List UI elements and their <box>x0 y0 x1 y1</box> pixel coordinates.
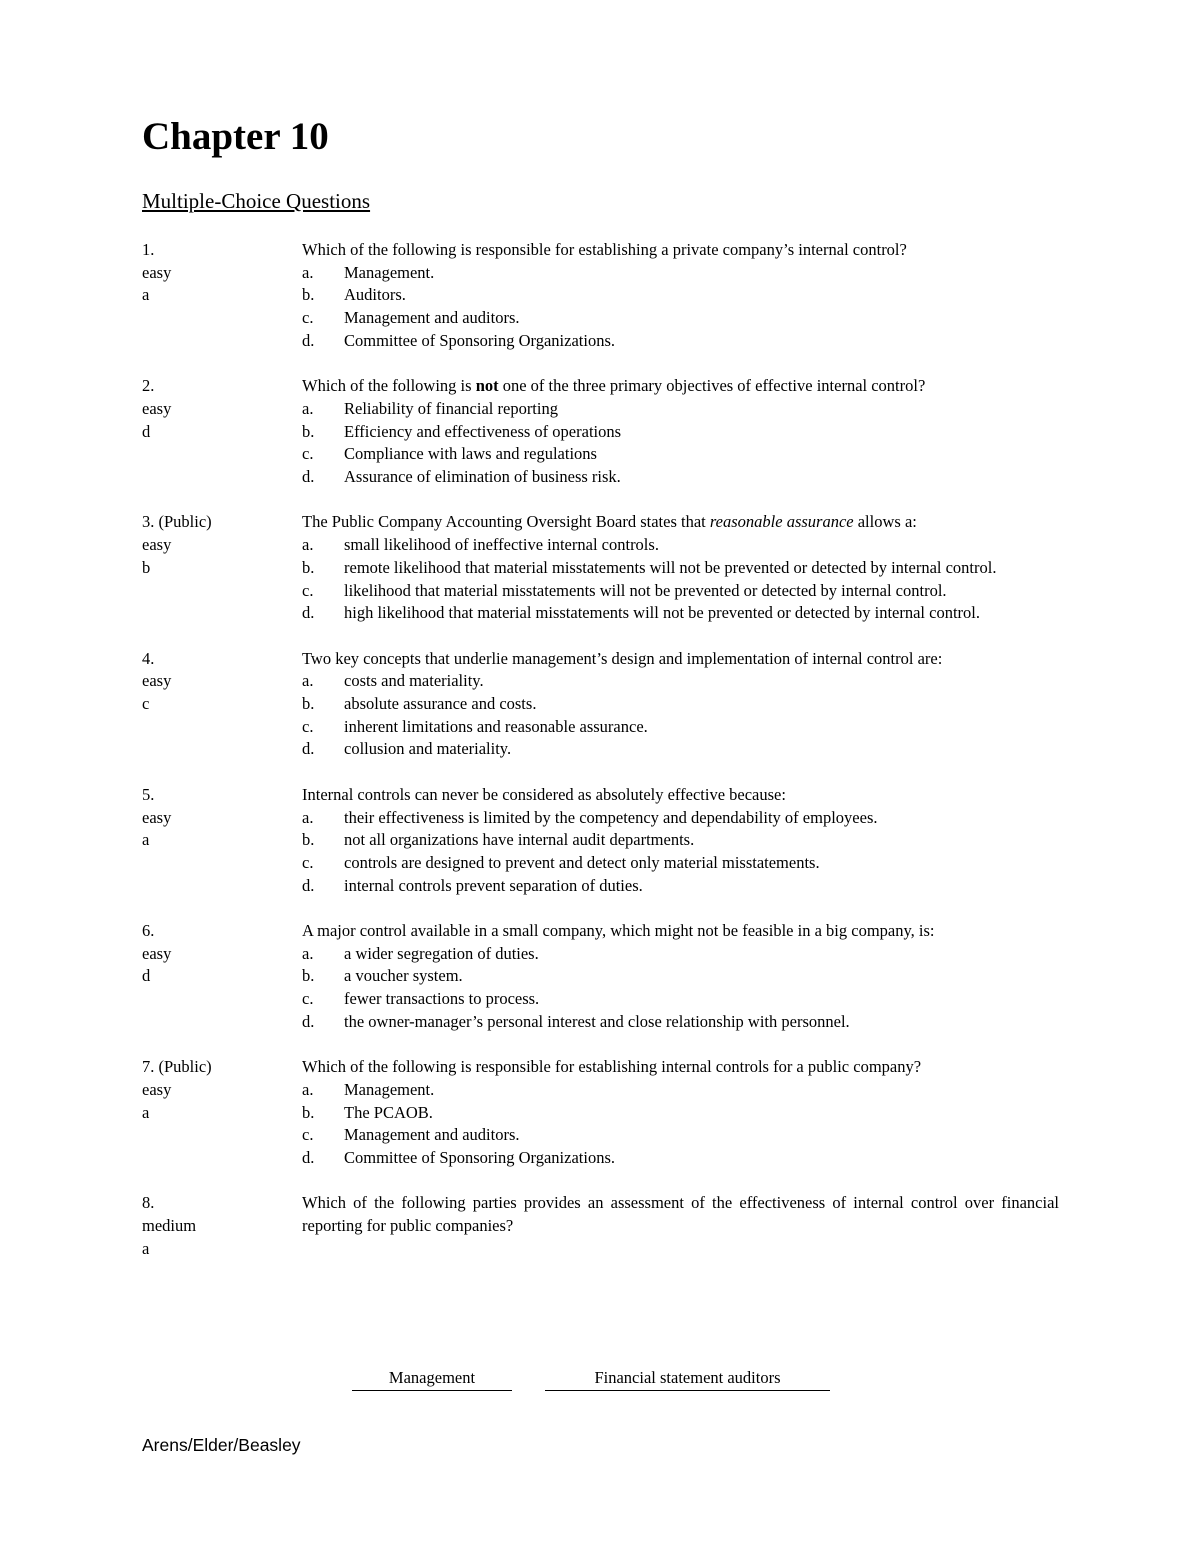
option-text: a wider segregation of duties. <box>344 943 539 963</box>
question-stem: Two key concepts that underlie management’s design and implementation of internal control are: <box>302 648 943 668</box>
option-text: remote likelihood that material misstatements will not be prevented or detected by internal control. <box>344 557 997 577</box>
question-meta <box>142 920 292 988</box>
option-letter: d. <box>302 467 315 487</box>
question-meta <box>142 648 292 716</box>
option-item <box>302 693 1059 716</box>
option-item <box>302 307 1059 330</box>
option-text: high likelihood that material misstatements will not be prevented or detected by internal control. <box>344 603 980 623</box>
answer-column-headers <box>0 1367 1200 1393</box>
question-body <box>302 648 1059 762</box>
option-text: not all organizations have internal audit departments. <box>344 830 695 850</box>
question-body <box>302 239 1059 353</box>
option-item <box>302 284 1059 307</box>
option-letter: d. <box>302 1148 315 1168</box>
question-stem: Internal controls can never be considered as absolutely effective because: <box>302 784 786 804</box>
option-item <box>302 557 1059 580</box>
option-item <box>302 1102 1059 1125</box>
question-stem <box>302 375 1059 398</box>
question-number: 5. <box>142 784 155 804</box>
option-item <box>302 738 1059 761</box>
question-meta <box>142 375 292 443</box>
option-letter: d. <box>302 739 315 759</box>
question-meta <box>142 1056 292 1124</box>
question-stem: Which of the following is responsible for establishing internal controls for a public company? <box>302 1057 922 1077</box>
question-meta <box>142 1192 292 1260</box>
option-text: Management. <box>344 262 435 282</box>
option-item <box>302 875 1059 898</box>
section-title: Multiple-Choice Questions <box>142 189 371 213</box>
question-stem: Which of the following is responsible for establishing a private company’s internal control? <box>302 240 907 259</box>
option-item <box>302 965 1059 988</box>
question-6 <box>142 920 1060 1034</box>
question-stem: A major control available in a small company, which might not be feasible in a big company, is: <box>302 921 935 941</box>
question-number: 6. <box>142 921 155 941</box>
option-letter: c. <box>302 444 314 464</box>
option-text: controls are designed to prevent and detect only material misstatements. <box>344 852 820 872</box>
question-number: 2. <box>142 376 155 396</box>
option-letter: d. <box>302 875 315 895</box>
option-letter: d. <box>302 1011 315 1031</box>
option-text: Reliability of financial reporting <box>344 398 558 418</box>
stem-text: allows a: <box>853 512 917 532</box>
question-difficulty: easy <box>142 398 172 418</box>
option-text: Committee of Sponsoring Organizations. <box>344 1148 616 1168</box>
option-letter: a. <box>302 807 314 827</box>
option-text: a voucher system. <box>344 966 463 986</box>
column-header-auditors: Financial statement auditors <box>545 1367 830 1391</box>
option-text: inherent limitations and reasonable assurance. <box>344 716 648 736</box>
option-item <box>302 852 1059 875</box>
question-answer: b <box>142 557 151 577</box>
question-4 <box>142 648 1060 762</box>
question-list <box>142 239 1060 1261</box>
option-letter: c. <box>302 989 314 1009</box>
question-difficulty: easy <box>142 943 172 963</box>
option-text: small likelihood of ineffective internal controls. <box>344 535 659 555</box>
option-item <box>302 262 1059 285</box>
option-letter: a. <box>302 943 314 963</box>
option-letter: c. <box>302 580 314 600</box>
question-body <box>302 1056 1059 1170</box>
option-list <box>302 670 1059 761</box>
option-list <box>302 262 1059 353</box>
option-text: Efficiency and effectiveness of operations <box>344 421 622 441</box>
stem-emphasis: reasonable assurance <box>709 512 854 532</box>
chapter-title: Chapter 10 <box>142 115 329 158</box>
question-answer: c <box>142 693 150 713</box>
question-number: 4. <box>142 648 155 668</box>
question-stem: Which of the following parties provides an assessment of the effectiveness of internal control over financial reporting for public companies? <box>302 1193 1059 1236</box>
option-letter: c. <box>302 852 314 872</box>
option-letter: b. <box>302 966 315 986</box>
question-answer: a <box>142 285 150 305</box>
option-letter: c. <box>302 1125 314 1145</box>
option-text: their effectiveness is limited by the competency and dependability of employees. <box>344 807 878 827</box>
question-answer: a <box>142 1238 150 1258</box>
question-answer: d <box>142 966 151 986</box>
option-item <box>302 443 1059 466</box>
stem-emphasis: not <box>475 376 499 396</box>
option-letter: b. <box>302 830 315 850</box>
question-meta <box>142 784 292 852</box>
question-number: 1. <box>142 240 155 259</box>
footer-text: Arens/Elder/Beasley <box>142 1435 301 1455</box>
option-letter: d. <box>302 330 315 350</box>
question-difficulty: easy <box>142 1079 172 1099</box>
question-body <box>302 375 1059 489</box>
option-list <box>302 534 1059 625</box>
option-letter: b. <box>302 1102 315 1122</box>
question-body <box>302 920 1059 1034</box>
option-item <box>302 398 1059 421</box>
option-text: Compliance with laws and regulations <box>344 444 597 464</box>
question-1 <box>142 239 1060 353</box>
option-item <box>302 807 1059 830</box>
question-answer: a <box>142 1102 150 1122</box>
question-difficulty: easy <box>142 671 172 691</box>
option-text: Management. <box>344 1079 435 1099</box>
option-text: absolute assurance and costs. <box>344 694 537 714</box>
question-difficulty: easy <box>142 535 172 555</box>
question-stem <box>302 511 1059 534</box>
option-item <box>302 988 1059 1011</box>
question-difficulty: easy <box>142 807 172 827</box>
stem-text: The Public Company Accounting Oversight Board states that <box>302 512 710 532</box>
question-number: 8. <box>142 1193 155 1213</box>
option-letter: a. <box>302 262 314 282</box>
stem-text: Which of the following is <box>302 376 476 396</box>
option-text: fewer transactions to process. <box>344 989 540 1009</box>
option-item <box>302 1079 1059 1102</box>
option-text: The PCAOB. <box>344 1102 433 1122</box>
option-list <box>302 807 1059 898</box>
option-item <box>302 466 1059 489</box>
question-meta <box>142 239 292 307</box>
option-text: collusion and materiality. <box>344 739 512 759</box>
option-item <box>302 716 1059 739</box>
option-text: costs and materiality. <box>344 671 484 691</box>
option-text: internal controls prevent separation of duties. <box>344 875 643 895</box>
option-letter: a. <box>302 671 314 691</box>
option-item <box>302 580 1059 603</box>
option-list <box>302 398 1059 489</box>
option-item <box>302 534 1059 557</box>
question-body <box>302 511 1059 625</box>
option-item <box>302 1147 1059 1170</box>
question-body <box>302 1192 1059 1237</box>
option-item <box>302 1011 1059 1034</box>
question-meta <box>142 511 292 579</box>
option-letter: b. <box>302 421 315 441</box>
option-letter: c. <box>302 716 314 736</box>
option-letter: a. <box>302 398 314 418</box>
option-list <box>302 943 1059 1034</box>
question-2 <box>142 375 1060 489</box>
question-body <box>302 784 1059 898</box>
question-7 <box>142 1056 1060 1170</box>
option-letter: a. <box>302 535 314 555</box>
option-text: Management and auditors. <box>344 1125 520 1145</box>
option-text: Auditors. <box>344 285 406 305</box>
option-text: the owner-manager’s personal interest and close relationship with personnel. <box>344 1011 850 1031</box>
option-text: Assurance of elimination of business risk. <box>344 467 621 487</box>
option-text: likelihood that material misstatements will not be prevented or detected by internal control. <box>344 580 947 600</box>
question-answer: d <box>142 421 151 441</box>
question-number: 7. (Public) <box>142 1057 212 1077</box>
column-header-management: Management <box>352 1367 512 1391</box>
question-8 <box>142 1192 1060 1258</box>
option-item <box>302 670 1059 693</box>
option-item <box>302 602 1059 625</box>
question-5 <box>142 784 1060 898</box>
option-item <box>302 943 1059 966</box>
question-number: 3. (Public) <box>142 512 212 532</box>
option-letter: a. <box>302 1079 314 1099</box>
option-item <box>302 421 1059 444</box>
option-letter: b. <box>302 694 315 714</box>
option-letter: b. <box>302 557 315 577</box>
option-text: Management and auditors. <box>344 308 520 328</box>
option-item <box>302 330 1059 353</box>
option-item <box>302 829 1059 852</box>
question-difficulty: easy <box>142 262 172 282</box>
question-3 <box>142 511 1060 625</box>
question-difficulty: medium <box>142 1216 197 1236</box>
option-letter: c. <box>302 308 314 328</box>
option-text: Committee of Sponsoring Organizations. <box>344 330 616 350</box>
option-letter: b. <box>302 285 315 305</box>
option-letter: d. <box>302 603 315 623</box>
question-answer: a <box>142 830 150 850</box>
option-item <box>302 1124 1059 1147</box>
option-list <box>302 1079 1059 1170</box>
stem-text: one of the three primary objectives of effective internal control? <box>498 376 926 396</box>
